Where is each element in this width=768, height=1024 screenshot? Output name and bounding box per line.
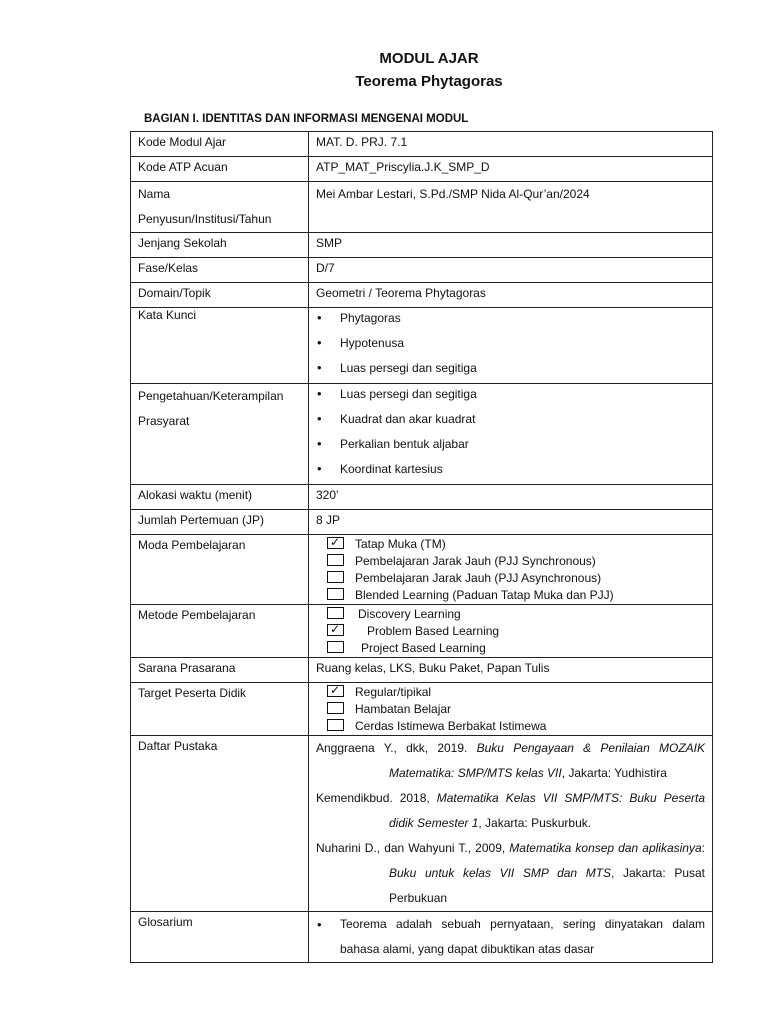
row-value <box>309 912 713 963</box>
row-value: Geometri / Teorema Phytagoras <box>309 283 713 308</box>
checkbox-label: Pembelajaran Jarak Jauh (PJJ Synchronous) <box>355 554 596 568</box>
checkbox-unchecked[interactable] <box>327 607 344 619</box>
reference-publisher: , Jakarta: Puskurbuk. <box>478 816 592 830</box>
checkbox-label: Hambatan Belajar <box>355 702 452 716</box>
document-title: MODUL AJAR <box>379 50 479 67</box>
reference-item <box>316 786 705 836</box>
table-row <box>131 912 713 963</box>
row-label: Jenjang Sekolah <box>131 233 309 258</box>
table-row <box>131 283 713 308</box>
row-label: Target Peserta Didik <box>131 683 309 736</box>
checkbox-label: Pembelajaran Jarak Jauh (PJJ Asynchronous) <box>355 571 602 585</box>
keyword-list <box>316 308 705 383</box>
row-value: MAT. D. PRJ. 7.1 <box>309 132 713 157</box>
row-label: Kata Kunci <box>131 308 309 384</box>
table-row <box>131 157 713 182</box>
row-value <box>309 384 713 485</box>
reference-author: Anggraena Y., dkk, 2019. <box>316 741 477 755</box>
checkbox-item[interactable] <box>316 640 705 657</box>
checkbox-unchecked[interactable] <box>327 702 344 714</box>
checkbox-label: Problem Based Learning <box>367 624 500 638</box>
reference-subtitle: Buku untuk kelas VII SMP dan MTS <box>389 866 612 880</box>
row-label: Pengetahuan/Keterampilan Prasyarat <box>131 384 309 485</box>
table-row <box>131 605 713 658</box>
table-row <box>131 658 713 683</box>
list-item: • Perkalian bentuk aljabar <box>316 434 705 459</box>
reference-title: Buku Pengayaan & Penilaian MOZAIK Matematika: SMP/MTS kelas VII <box>389 741 705 780</box>
checkbox-list <box>316 536 705 604</box>
checkbox-unchecked[interactable] <box>327 554 344 566</box>
row-value <box>309 308 713 384</box>
checkbox-unchecked[interactable] <box>327 571 344 583</box>
row-label: Domain/Topik <box>131 283 309 308</box>
row-label: Nama Penyusun/Institusi/Tahun <box>131 182 309 233</box>
checkbox-unchecked[interactable] <box>327 641 344 653</box>
reference-title: Matematika Kelas VII SMP/MTS: Buku Peserta didik Semester 1 <box>389 791 705 830</box>
checkbox-item[interactable] <box>316 570 705 587</box>
row-label: Alokasi waktu (menit) <box>131 485 309 510</box>
reference-author: Nuharini D., dan Wahyuni T., 2009, <box>316 841 510 855</box>
row-value: 8 JP <box>309 510 713 535</box>
list-item: • Luas persegi dan segitiga <box>316 358 705 383</box>
row-value <box>309 736 713 912</box>
row-value <box>309 605 713 658</box>
reference-title: Matematika konsep dan aplikasinya <box>509 841 702 855</box>
list-item: • Kuadrat dan akar kuadrat <box>316 409 705 434</box>
checkbox-item[interactable] <box>316 623 705 640</box>
checkbox-label: Blended Learning (Paduan Tatap Muka dan PJJ) <box>355 588 614 602</box>
checkbox-item[interactable] <box>316 536 705 553</box>
row-value <box>309 683 713 736</box>
checkbox-checked[interactable] <box>327 537 344 549</box>
document-subtitle: Teorema Phytagoras <box>355 73 503 90</box>
row-label: Kode ATP Acuan <box>131 157 309 182</box>
checkbox-unchecked[interactable] <box>327 719 344 731</box>
list-item: • Phytagoras <box>316 308 705 333</box>
checkbox-list <box>316 606 705 657</box>
row-label: Glosarium <box>131 912 309 963</box>
table-row <box>131 384 713 485</box>
list-item: • Luas persegi dan segitiga <box>316 384 705 409</box>
checkbox-label: Tatap Muka (TM) <box>355 537 446 551</box>
reference-publisher: , Jakarta: Pusat Perbukuan <box>389 866 705 905</box>
row-label: Moda Pembelajaran <box>131 535 309 605</box>
row-value: 320’ <box>309 485 713 510</box>
table-row <box>131 308 713 384</box>
table-row <box>131 510 713 535</box>
row-value: D/7 <box>309 258 713 283</box>
reference-item <box>316 736 705 786</box>
row-label: Kode Modul Ajar <box>131 132 309 157</box>
checkbox-label: Discovery Learning <box>358 607 461 621</box>
checkbox-checked[interactable] <box>327 685 344 697</box>
row-value: Ruang kelas, LKS, Buku Paket, Papan Tulis <box>309 658 713 683</box>
table-row <box>131 258 713 283</box>
checkbox-item[interactable] <box>316 587 705 604</box>
checkbox-label: Regular/tipikal <box>355 685 432 699</box>
row-label: Metode Pembelajaran <box>131 605 309 658</box>
table-row <box>131 485 713 510</box>
section-heading: BAGIAN I. IDENTITAS DAN INFORMASI MENGENAI MODUL <box>144 113 469 125</box>
row-label: Jumlah Pertemuan (JP) <box>131 510 309 535</box>
row-label: Sarana Prasarana <box>131 658 309 683</box>
module-identity-table <box>130 131 713 963</box>
row-label: Fase/Kelas <box>131 258 309 283</box>
checkbox-checked[interactable] <box>327 624 344 636</box>
row-value <box>309 535 713 605</box>
table-row <box>131 535 713 605</box>
checkbox-item[interactable] <box>316 553 705 570</box>
row-label: Daftar Pustaka <box>131 736 309 912</box>
reference-separator: : <box>701 841 706 855</box>
table-row <box>131 736 713 912</box>
checkbox-item[interactable] <box>316 718 705 735</box>
table-row <box>131 182 713 233</box>
row-value: ATP_MAT_Priscylia.J.K_SMP_D <box>309 157 713 182</box>
row-value: SMP <box>309 233 713 258</box>
reference-item <box>316 836 705 911</box>
checkbox-list <box>316 684 705 735</box>
table-row <box>131 132 713 157</box>
checkbox-item[interactable] <box>316 684 705 701</box>
checkbox-label: Project Based Learning <box>361 641 486 655</box>
reference-publisher: , Jakarta: Yudhistira <box>561 766 667 780</box>
checkbox-item[interactable] <box>316 701 705 718</box>
glossary-text: • Teorema adalah sebuah pernyataan, sering dinyatakan dalam bahasa alami, yang dapat dibuktikan atas dasar <box>316 912 705 962</box>
checkbox-item[interactable] <box>316 606 705 623</box>
reference-author: Kemendikbud. 2018, <box>316 791 437 805</box>
row-value: Mei Ambar Lestari, S.Pd./SMP Nida Al-Qur’an/2024 <box>309 182 713 233</box>
list-item: • Hypotenusa <box>316 333 705 358</box>
checkbox-unchecked[interactable] <box>327 588 344 600</box>
checkbox-label: Cerdas Istimewa Berbakat Istimewa <box>355 719 547 733</box>
list-item: • Koordinat kartesius <box>316 459 705 484</box>
table-row <box>131 233 713 258</box>
table-row <box>131 683 713 736</box>
prerequisite-list <box>316 384 705 484</box>
